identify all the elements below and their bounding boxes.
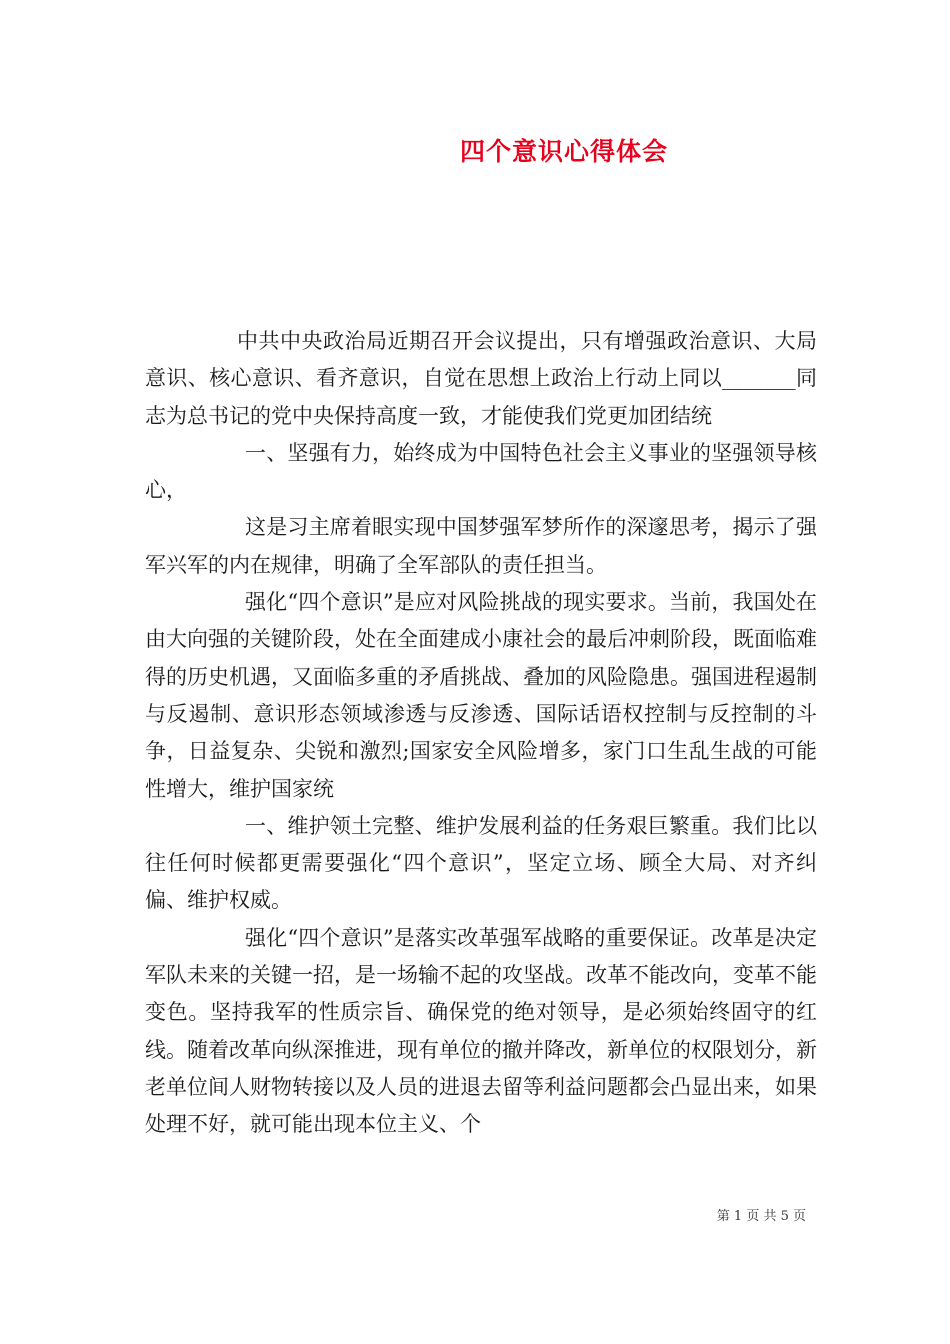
paragraph: 这是习主席着眼实现中国梦强军梦所作的深邃思考，揭示了强军兴军的内在规律，明确了全军部队的责任担当。 <box>145 515 817 577</box>
document-body <box>145 323 817 1144</box>
page-number: 第 1 页 共 5 页 <box>716 1209 806 1224</box>
paragraph: 一、维护领土完整、维护发展利益的任务艰巨繁重。我们比以往任何时候都更需要强化“四个意识”，坚定立场、顾全大局、对齐纠偏、维护权威。 <box>145 813 817 913</box>
paragraph: 强化“四个意识”是应对风险挑战的现实要求。当前，我国处在由大向强的关键阶段，处在全面建成小康社会的最后冲刺阶段，既面临难得的历史机遇，又面临多重的矛盾挑战、叠加的风险隐患。强国进程遏制与反遏制、意识形态领域渗透与反渗透、国际话语权控制与反控制的斗争，日益复杂、尖锐和激烈;国家安全风险增多，家门口生乱生战的可能性增大，维护国家统 <box>145 590 817 801</box>
document-title: 四个意识心得体会 <box>459 137 668 166</box>
paragraph: 强化“四个意识”是落实改革强军战略的重要保证。改革是决定军队未来的关键一招，是一场输不起的攻坚战。改革不能改向，变革不能变色。坚持我军的性质宗旨、确保党的绝对领导，是必须始终固守的红线。随着改革向纵深推进，现有单位的撤并降改，新单位的权限划分，新老单位间人财物转接以及人员的进退去留等利益问题都会凸显出来，如果处理不好，就可能出现本位主义、个 <box>145 925 817 1137</box>
paragraph: 中共中央政治局近期召开会议提出，只有增强政治意识、大局意识、核心意识、看齐意识，自觉在思想上政治上行动上同以_______同志为总书记的党中央保持高度一致，才能使我们党更加团结统 <box>145 329 817 428</box>
paragraph: 一、坚强有力，始终成为中国特色社会主义事业的坚强领导核心， <box>145 440 817 503</box>
